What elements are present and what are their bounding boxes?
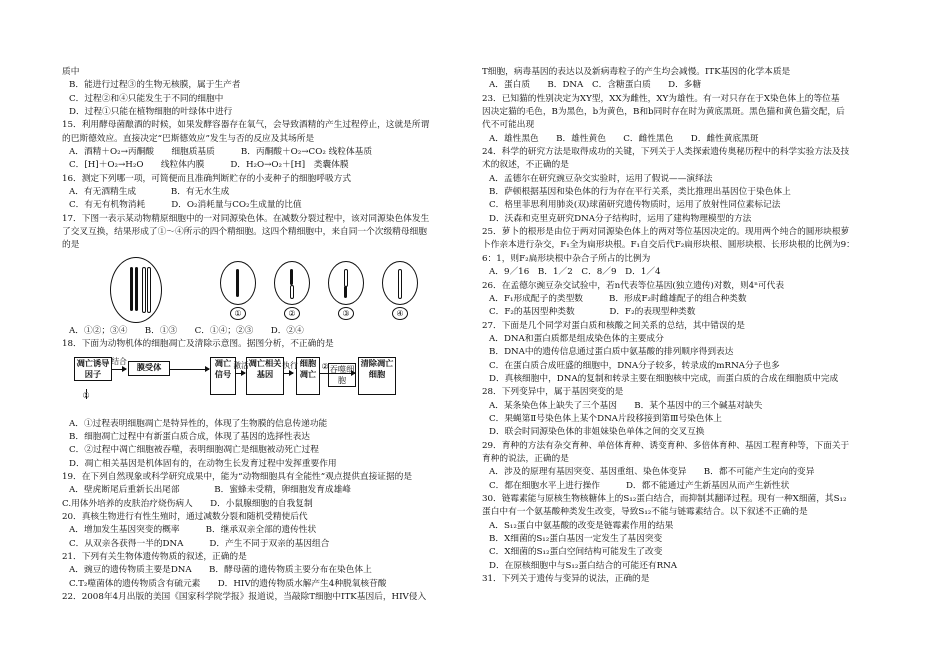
text-line: T细胞，病毒基因的表达以及新病毒粒子的产生均会减慢。ITK基因的化学本质是: [482, 67, 791, 77]
chromosome: [398, 269, 402, 299]
option-ab: A．某条染色体上缺失了三个基因 B．某个基因中的三个碱基对缺失: [489, 400, 763, 411]
text-line: 卜作亲本进行杂交，F₁全为扁形块根。F₁自交后代F₂扁形块根、圆形块根、长形块根的比例为9：: [482, 240, 855, 251]
box-signal: 凋亡信号: [210, 357, 236, 395]
option-cd: C．从双亲各获得一半的DNA D．产生不同于双亲的基因组合: [69, 538, 330, 549]
option-b: B．DNA中的遗传信息通过蛋白质中氨基酸的排列顺序得到表达: [489, 347, 734, 358]
option-ab: A．豌豆的遗传物质主要是DNA B．酵母菌的遗传物质主要分布在染色体上: [69, 565, 372, 576]
box-apoptosis: 细胞凋亡: [296, 357, 320, 395]
question-21: 21．下列有关生物体遗传物质的叙述，正确的是: [62, 551, 247, 562]
cell-number: ①: [230, 307, 246, 320]
options-25: A．9／16 B．1／2 C．8／9 D．1／4: [489, 267, 661, 278]
text-line: 的是: [62, 240, 80, 251]
question-27: 27．下面是几个同学对蛋白质和核酸之间关系的总结，其中错误的是: [482, 320, 745, 331]
option-ab: A．酒精＋O₂→丙酮酸 细胞质基质 B．丙酮酸＋O₂→CO₂ 线粒体基质: [69, 147, 373, 158]
option-cd: C．有无有机物消耗 D．O₂消耗量与CO₂生成量的比值: [69, 200, 302, 211]
option-cd: C．[H]＋O₂→H₂O 线粒体内膜 D．H₂O→O₂＋[H] 类囊体膜: [69, 160, 349, 171]
option-a: A．DNA和蛋白质都是组成染色体的主要成分: [489, 333, 664, 344]
label-bind: 结合: [111, 356, 127, 366]
option-a: A．S₁₂蛋白中氨基酸的改变是链霉素作用的结果: [489, 520, 674, 531]
text-line: 蛋白中有一个氨基酸种类发生改变，导致S₁₂不能与链霉素结合。以下叙述不正确的是: [482, 507, 808, 518]
option-cd: C.T₂噬菌体的遗传物质含有硫元素 D．HIV的遗传物质水解产生4种脱氧核苷酸: [69, 578, 387, 589]
option-cd: C．都在细胞水平上进行操作 D．都不能通过产生新基因从而产生新性状: [489, 480, 790, 491]
arrow: [169, 369, 209, 370]
box-inducer: 凋亡诱导因子: [74, 357, 112, 381]
option-d: D．在原核细胞中与S₁₂蛋白结合的可能还有RNA: [489, 560, 677, 571]
question-24: 24．科学的研究方法是取得成功的关键，下列关于人类探索遗传奥秘历程中的科学实验方法及技: [482, 147, 850, 158]
chromosome: [130, 267, 133, 311]
option-d: D．凋亡相关基因是机体固有的，在动物生长发育过程中发挥重要作用: [69, 458, 337, 469]
options-23: A．雄性黑色 B．雄性黄色 C．雌性黑色 D．雌性黄底黑斑: [489, 133, 759, 144]
label-activate: 激活: [233, 360, 249, 370]
question-29: 29．育种的方法有杂交育种、单倍体育种、诱变育种、多倍体育种、基因工程育种等，下面关于: [482, 440, 850, 451]
cell-number: ③: [338, 307, 354, 320]
chromosome: [135, 267, 138, 311]
apoptosis-diagram: [62, 353, 480, 417]
options-22: A．蛋白质 B．DNA C．含糖蛋白质 D．多糖: [489, 80, 702, 91]
cell-number: ②: [284, 307, 300, 320]
question-18: 18．下面为动物机体的细胞凋亡及清除示意图。据图分析，不正确的是: [62, 339, 334, 350]
chromosome: [147, 267, 151, 313]
arrow: [235, 373, 245, 374]
option-cd: C.用体外培养的皮肤治疗烧伤病人 D．小鼠腺细胞的自我复制: [62, 498, 313, 509]
step-number: ①: [82, 390, 90, 400]
options-17: A．①②；③④ B．①③ C．①④；②③ D．②④: [69, 325, 304, 336]
question-22: 22．2008年4月出版的美国《国家科学院学报》报道说，当敲除T细胞中ITK基因后，HIV侵入: [62, 591, 427, 602]
option-b: B．细胞凋亡过程中有新蛋白质合成，体现了基因的选择性表达: [69, 431, 310, 442]
chromosome: [142, 267, 146, 313]
question-16: 16．测定下列哪一项，可简便而且准确判断贮存的小麦种子的细胞呼吸方式: [62, 173, 352, 184]
text-line: 因决定猫的毛色，B为黑色，b为黄色，B和b同时存在时为黄底黑斑。黑色猫和黄色猫交配，后: [482, 107, 845, 118]
option-c: C．果蝇第Ⅱ号染色体上某个DNA片段移接到第Ⅲ号染色体上: [489, 413, 722, 424]
option-d: D．过程①只能在植物细胞的叶绿体中进行: [69, 107, 233, 118]
chromosome-figure: [62, 255, 480, 325]
option-ab: A．壁虎断尾后重新长出尾部 B．蜜蜂未受精，卵细胞发育成雄峰: [69, 485, 351, 496]
arrow: [283, 373, 293, 374]
text-line: 了交叉互换，结果形成了①～④所示的四个精细胞。这四个精细胞中，来自同一个次级精母细胞: [62, 227, 427, 238]
question-28: 28．下列变异中，属于基因突变的是: [482, 387, 624, 398]
arrow: [112, 369, 126, 370]
option-b: B．X细菌的S₁₂蛋白基因一定发生了基因突变: [489, 534, 663, 545]
option-b: B．萨顿根据基因和染色体的行为存在平行关系，类比推理出基因位于染色体上: [489, 187, 791, 198]
option-c: C．过程②和④只能发生于不同的细胞中: [69, 93, 224, 104]
option-ab: A．增加发生基因突变的概率 B．继承双亲全部的遗传性状: [69, 525, 317, 536]
question-17: 17．下图一表示某动物精原细胞中的一对同源染色体。在减数分裂过程中，该对同源染色体发生: [62, 213, 430, 224]
option-a: A．孟德尔在研究豌豆杂交实验时，运用了假说——演绎法: [489, 173, 713, 184]
box-receptor: 膜受体: [128, 361, 170, 376]
option-ab: A．F₁形成配子的类型数 B．形成F₂时雌雄配子的组合种类数: [489, 293, 747, 304]
question-15: 15．利用酵母菌酿酒的时候，如果发酵容器存在氧气，会导致酒精的产生过程停止，这就是所谓: [62, 120, 430, 131]
text-line: 代不可能出现: [482, 120, 535, 131]
question-25: 25．萝卜的根形是由位于两对同源染色体上的两对等位基因决定的。现用两个纯合的圆形块根萝: [482, 227, 850, 238]
option-b: B．能进行过程③的生物无核膜，属于生产者: [69, 80, 241, 91]
label-execute: 执行: [282, 360, 298, 370]
box-phagocyte: 吞噬细胞: [329, 363, 355, 385]
right-column: [482, 66, 900, 586]
text-line: 6：1，则F₂扁形块根中杂合子所占的比例为: [482, 253, 651, 264]
option-ab: A．涉及的原理有基因突变、基因重组、染色体变异 B．都不可能产生定向的变异: [489, 467, 815, 478]
option-c: C．②过程中凋亡细胞被吞噬，表明细胞凋亡是细胞被动死亡过程: [69, 445, 319, 456]
text-line: 质中: [62, 67, 80, 77]
question-26: 26．在孟德尔豌豆杂交试验中，若n代表等位基因(独立遗传)对数，则4ⁿ可代表: [482, 280, 785, 291]
question-23: 23．已知猫的性别决定为XY型，XX为雌性，XY为雄性。有一对只存在于X染色体上的等位基: [482, 93, 840, 104]
question-30: 30．链霉素能与原核生物核糖体上的S₁₂蛋白结合，而抑制其翻译过程。现有一种X细菌，其S₁₂: [482, 494, 847, 504]
text-line: 育种的说法，正确的是: [482, 453, 569, 464]
step-number: ②: [321, 361, 329, 371]
left-column: [62, 66, 480, 604]
chromosome: [344, 286, 347, 298]
cell-number: ④: [392, 307, 408, 320]
question-31: 31．下列关于遗传与变异的说法，正确的是: [482, 574, 650, 585]
option-d: D．真核细胞中，DNA的复制和转录主要在细胞核中完成，而蛋白质的合成在细胞质中完成: [489, 373, 839, 384]
option-a: A．①过程表明细胞凋亡是特异性的，体现了生物膜的信息传递功能: [69, 418, 328, 429]
option-d: D．联会时同源染色体的非姐妹染色单体之间的交叉互换: [489, 427, 705, 438]
text-line: 的巴斯德效应。直接决定“巴斯德效应”发生与否的反应及其场所是: [62, 133, 315, 144]
option-c: C．格里菲思利用肺炎(双)球菌研究遗传物质时，运用了放射性同位素标记法: [489, 200, 781, 211]
box-clearance: 清除凋亡细胞: [358, 357, 396, 395]
option-c: C．X细菌的S₁₂蛋白空间结构可能发生了改变: [489, 547, 663, 558]
chromosome: [344, 269, 348, 287]
chromosome: [290, 269, 293, 285]
text-line: 术的叙述，不正确的是: [482, 160, 569, 171]
option-d: D．沃森和克里克研究DNA分子结构时，运用了建构物理模型的方法: [489, 213, 752, 224]
question-19: 19．在下列自然现象或科学研究成果中，能为“动物细胞具有全能性”观点提供直接证据的是: [62, 471, 413, 482]
option-c: C．在蛋白质合成旺盛的细胞中，DNA分子较多，转录成的mRNA分子也多: [489, 360, 780, 371]
question-20: 20．真核生物进行有性生殖时，通过减数分裂和随机受精使后代: [62, 511, 308, 522]
bracket-1: [86, 389, 87, 399]
option-cd: C．F₂的基因型种类数 D．F₂的表现型种类数: [489, 307, 696, 318]
chromosome: [290, 285, 294, 299]
chromosome: [236, 269, 239, 297]
option-ab: A．有无酒精生成 B．有无水生成: [69, 187, 230, 198]
box-genes: 凋亡相关基因: [246, 357, 284, 395]
